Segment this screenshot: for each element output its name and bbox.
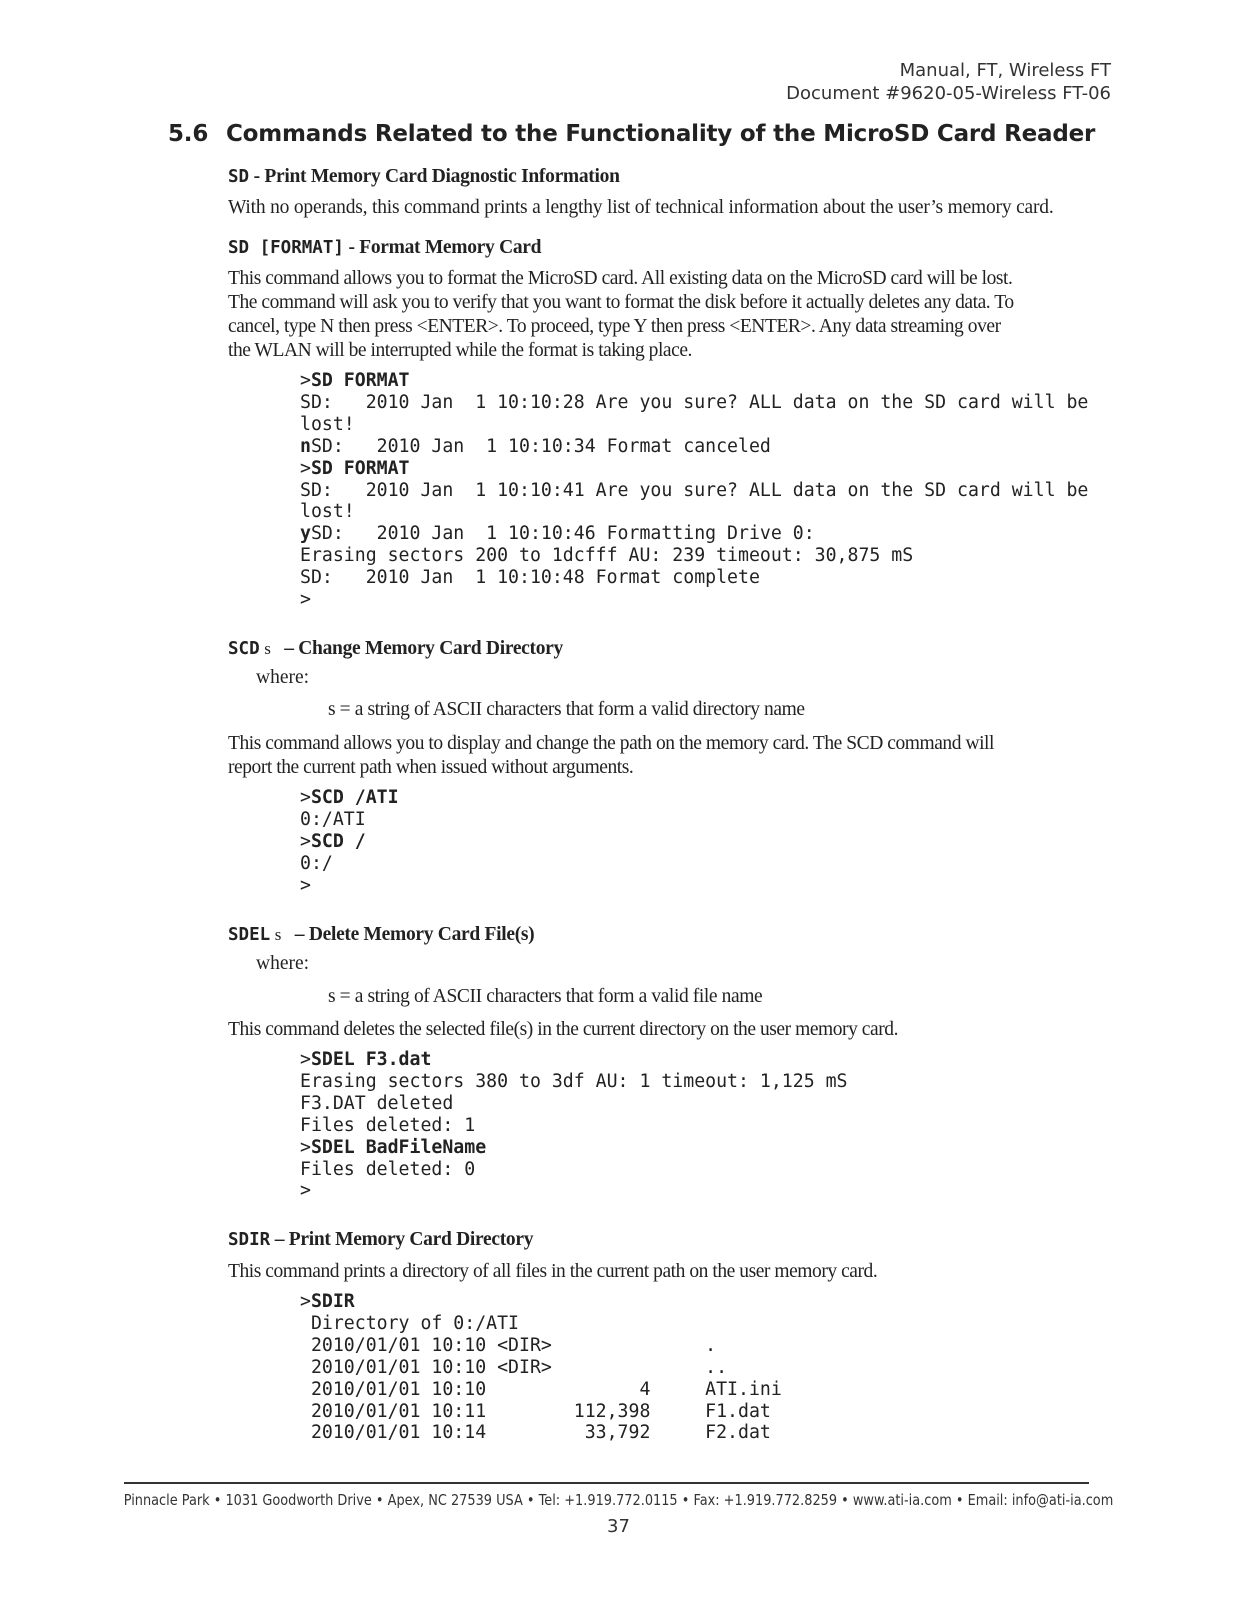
- sdel-where-label: where:: [256, 953, 310, 974]
- terminal-line: SD: 2010 Jan 1 10:10:48 Format complete: [300, 567, 760, 589]
- scd-description: [228, 732, 994, 780]
- terminal-line: >SCD /: [300, 830, 366, 852]
- section-number: 5.6: [168, 121, 209, 147]
- section-heading: [168, 121, 1095, 147]
- terminal-line: 2010/01/01 10:11 112,398 F1.dat: [300, 1400, 771, 1422]
- paragraph-line: the WLAN will be interrupted while the format is taking place.: [228, 340, 692, 361]
- sdel-command-argument: s: [274, 925, 282, 944]
- scd-command-heading: [228, 638, 563, 660]
- sd-format-title: - Format Memory Card: [343, 237, 542, 258]
- terminal-line: >: [300, 589, 311, 611]
- scd-command-argument: s: [264, 639, 271, 658]
- sdir-command-title: – Print Memory Card Directory: [270, 1229, 534, 1250]
- sd-command-description: With no operands, this command prints a lengthy list of technical information about the user’s memory card.: [228, 197, 1054, 218]
- terminal-line: lost!: [300, 413, 355, 435]
- scd-command-code: SCD: [228, 639, 260, 659]
- footer-contact-info: Pinnacle Park • 1031 Goodworth Drive • Apex, NC 27539 USA • Tel: +1.919.772.0115 • Fax: +1.919.772.8259 • www.ati-ia.com • Email: info@ati-ia.com: [123, 1491, 1114, 1509]
- terminal-line: 0:/ATI: [300, 808, 366, 830]
- terminal-line: SD: 2010 Jan 1 10:10:41 Are you sure? ALL data on the SD card will be: [300, 479, 1089, 501]
- sdel-argument-definition: s = a string of ASCII characters that form a valid file name: [328, 986, 763, 1007]
- paragraph-line: This command allows you to format the MicroSD card. All existing data on the MicroSD card will be lost.: [228, 268, 1013, 289]
- terminal-line: 0:/: [300, 852, 333, 874]
- sd-format-description: [228, 267, 1014, 363]
- terminal-line: >SDIR: [300, 1291, 355, 1312]
- terminal-line: Files deleted: 1: [300, 1114, 476, 1136]
- terminal-line: >: [300, 874, 311, 896]
- paragraph-line: cancel, type N then press <ENTER>. To proceed, type Y then press <ENTER>. Any data streaming over: [228, 316, 1001, 337]
- sdir-command-heading: [228, 1229, 533, 1251]
- document-header: [786, 59, 1111, 105]
- terminal-line: 2010/01/01 10:10 4 ATI.ini: [300, 1378, 782, 1400]
- terminal-line: 2010/01/01 10:10 <DIR> .: [300, 1334, 717, 1356]
- terminal-line: ySD: 2010 Jan 1 10:10:46 Formatting Drive 0:: [300, 523, 815, 545]
- scd-where-label: where:: [256, 667, 310, 688]
- sd-command-code: SD: [228, 167, 250, 187]
- terminal-line: Erasing sectors 380 to 3df AU: 1 timeout: 1,125 mS: [300, 1070, 848, 1092]
- sd-format-code: SD [FORMAT]: [228, 238, 344, 258]
- terminal-line: 2010/01/01 10:10 <DIR> ..: [300, 1356, 728, 1378]
- scd-terminal-example: [300, 787, 399, 897]
- sdir-terminal-example: [300, 1291, 782, 1444]
- terminal-line: Erasing sectors 200 to 1dcfff AU: 239 timeout: 30,875 mS: [300, 545, 914, 567]
- footer-divider: [124, 1482, 1089, 1484]
- terminal-line: F3.DAT deleted: [300, 1092, 454, 1114]
- terminal-line: SD: 2010 Jan 1 10:10:28 Are you sure? ALL data on the SD card will be: [300, 391, 1089, 413]
- sdir-description: This command prints a directory of all files in the current path on the user memory card.: [228, 1261, 878, 1282]
- sd-command-title: - Print Memory Card Diagnostic Information: [249, 166, 620, 187]
- terminal-line: >: [300, 1180, 311, 1202]
- sdel-command-title: – Delete Memory Card File(s): [290, 924, 535, 945]
- terminal-line: >SD FORMAT: [300, 370, 410, 391]
- sd-format-terminal-example: [300, 370, 1088, 611]
- terminal-line: Files deleted: 0: [300, 1158, 476, 1180]
- paragraph-line: The command will ask you to verify that you want to format the disk before it actually deletes any data. To: [228, 292, 1014, 313]
- terminal-line: lost!: [300, 501, 355, 523]
- sd-command-heading: [228, 166, 620, 188]
- sdir-command-code: SDIR: [228, 1230, 271, 1250]
- scd-argument-definition: s = a string of ASCII characters that form a valid directory name: [328, 699, 805, 720]
- header-document-number: Document #9620-05-Wireless FT-06: [786, 83, 1111, 104]
- sdel-terminal-example: [300, 1049, 848, 1202]
- sdel-description: This command deletes the selected file(s) in the current directory on the user memory card.: [228, 1019, 898, 1040]
- scd-command-title: – Change Memory Card Directory: [279, 638, 563, 659]
- paragraph-line: This command allows you to display and change the path on the memory card. The SCD command will: [228, 733, 994, 754]
- sdel-command-code: SDEL: [228, 925, 271, 945]
- terminal-line: >SCD /ATI: [300, 787, 399, 808]
- page-number: 37: [607, 1516, 630, 1537]
- terminal-line: Directory of 0:/ATI: [300, 1312, 519, 1334]
- terminal-line: >SDEL BadFileName: [300, 1136, 487, 1158]
- paragraph-line: report the current path when issued without arguments.: [228, 757, 634, 778]
- terminal-line: 2010/01/01 10:14 33,792 F2.dat: [300, 1422, 771, 1444]
- terminal-line: >SD FORMAT: [300, 457, 410, 479]
- terminal-line: >SDEL F3.dat: [300, 1049, 432, 1070]
- terminal-line: nSD: 2010 Jan 1 10:10:34 Format canceled: [300, 435, 771, 457]
- header-manual-title: Manual, FT, Wireless FT: [899, 60, 1111, 81]
- section-title: Commands Related to the Functionality of the MicroSD Card Reader: [226, 121, 1096, 147]
- sd-format-heading: [228, 237, 541, 259]
- sdel-command-heading: [228, 924, 534, 946]
